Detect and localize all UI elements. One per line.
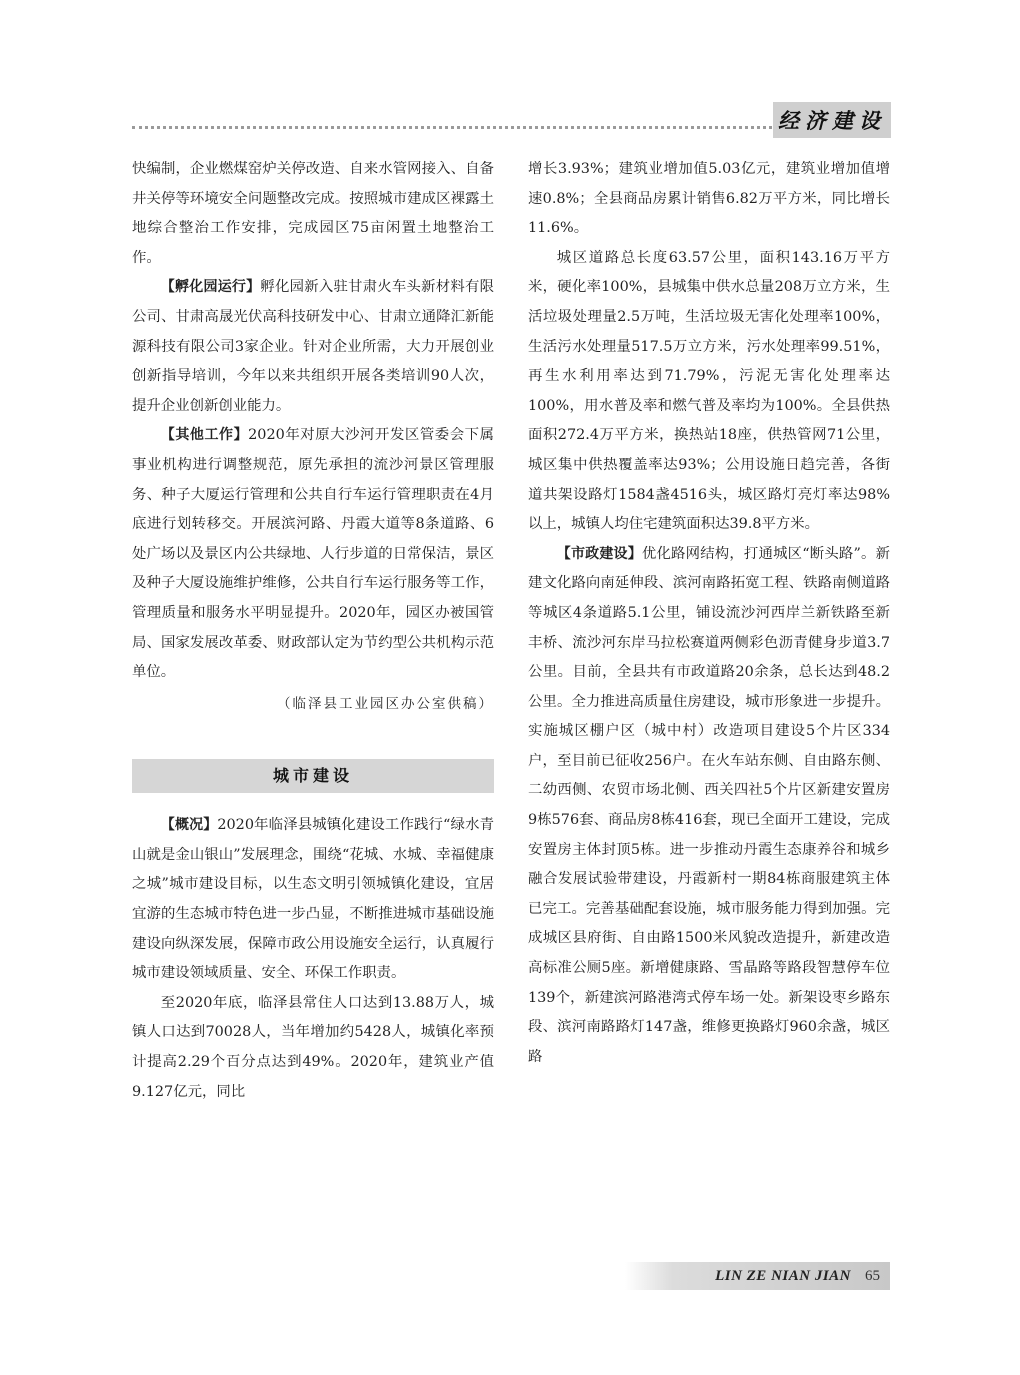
section-tab: 经济建设 (773, 102, 891, 138)
paragraph (132, 811, 494, 989)
paragraph (132, 273, 494, 421)
left-column (132, 155, 494, 1107)
footer-bar (625, 1262, 890, 1290)
paragraph-text: 2020年临泽县城镇化建设工作践行“绿水青山就是金山银山”发展理念，围绕“花城、水城、幸福健康之城”城市建设目标，以生态文明引领城镇化建设，宜居宜游的生态城市特色进一步凸显，不断推进城市基础设施建设向纵深发展，保障市政公用设施安全运行，认真履行城市建设领域质量、安全、环保工作职责。 (132, 817, 495, 982)
page-number: 65 (865, 1267, 880, 1284)
section-heading: 城市建设 (132, 759, 494, 793)
right-column (528, 155, 890, 1072)
source-credit: （临泽县工业园区办公室供稿） (277, 695, 494, 712)
paragraph: 城区道路总长度63.57公里，面积143.16万平方米，硬化率100%，县城集中供水总量208万立方米，生活垃圾处理量2.5万吨，生活垃圾无害化处理率100%，生活污水处理量517.5万立方米，污水处理率99.51%，再生水利用率达到71.79%，污泥无害化处理率达100%，用水普及率和燃气普及率均为100%。全县供热面积272.4万平方米，换热站18座，供热管网71公里，城区集中供热覆盖率达93%；公用设施日趋完善，各街道共架设路灯1584盏4516头，城区路灯亮灯率达98%以上，城镇人均住宅建筑面积达39.8平方米。 (528, 249, 890, 533)
paragraph-text: 2020年对原大沙河开发区管委会下属事业机构进行调整规范，原先承担的流沙河景区管理服务、种子大厦运行管理和公共自行车运行管理职责在4月底进行划转移交。开展滨河路、丹霞大道等8条道路、6处广场以及景区内公共绿地、人行步道的日常保洁，景区及种子大厦设施维护维修，公共自行车运行服务等工作，管理质量和服务水平明显提升。2020年，园区办被国管局、国家发展改革委、财政部认定为节约型公共机构示范单位。 (132, 427, 495, 681)
paragraph-tag: 【概况】 (160, 817, 218, 834)
paragraph-text: 优化路网结构，打通城区“断头路”。新建文化路向南延伸段、滨河南路拓宽工程、铁路南侧道路等城区4条道路5.1公里，铺设流沙河西岸兰新铁路至新丰桥、流沙河东岸马拉松赛道两侧彩色沥青健身步道3.7公里。目前，全县共有市政道路20余条，总长达到48.2公里。全力推进高质量住房建设，城市形象进一步提升。实施城区棚户区（城中村）改造项目建设5个片区334户，至目前已征收256户。在火车站东侧、自由路东侧、二幼西侧、农贸市场北侧、西关四社5个片区新建安置房9栋576套、商品房8栋416套，现已全面开工建设，完成安置房主体封顶5栋。进一步推动丹霞生态康养谷和城乡融合发展试验带建设，丹霞新村一期84栋商服建筑主体已完工。完善基础配套设施，城市服务能力得到加强。完成城区县府街、自由路1500米风貌改造提升，新建改造高标准公厕5座。新增健康路、雪晶路等路段智慧停车位139个，新建滨河路港湾式停车场一处。新架设枣乡路东段、滨河南路路灯147盏，维修更换路灯960余盏，城区路 (528, 545, 891, 1065)
paragraph: 快编制，企业燃煤窑炉关停改造、自来水管网接入、自备井关停等环境安全问题整改完成。按照城市建成区裸露土地综合整治工作安排，完成园区75亩闲置土地整治工作。 (132, 161, 494, 266)
paragraph-tag: 【市政建设】 (556, 545, 642, 562)
journal-title: LIN ZE NIAN JIAN (715, 1267, 851, 1284)
paragraph-text: 孵化园新入驻甘肃火车头新材料有限公司、甘肃高晟光伏高科技研发中心、甘肃立通降汇新能源科技有限公司3家企业。针对企业所需，大力开展创业创新指导培训，今年以来共组织开展各类培训90人次，提升企业创新创业能力。 (132, 279, 494, 414)
paragraph-tag: 【其他工作】 (160, 427, 249, 444)
paragraph (132, 421, 494, 687)
paragraph: 至2020年底，临泽县常住人口达到13.88万人，城镇人口达到70028人，当年增加约5428人，城镇化率预计提高2.29个百分点达到49%。2020年，建筑业产值9.127亿元，同比 (132, 994, 494, 1100)
paragraph (528, 540, 890, 1073)
paragraph: 增长3.93%；建筑业增加值5.03亿元，建筑业增加值增速0.8%；全县商品房累计销售6.82万平方米，同比增长11.6%。 (528, 161, 890, 237)
paragraph-tag: 【孵化园运行】 (160, 279, 261, 296)
header-dotted-rule (132, 126, 772, 129)
